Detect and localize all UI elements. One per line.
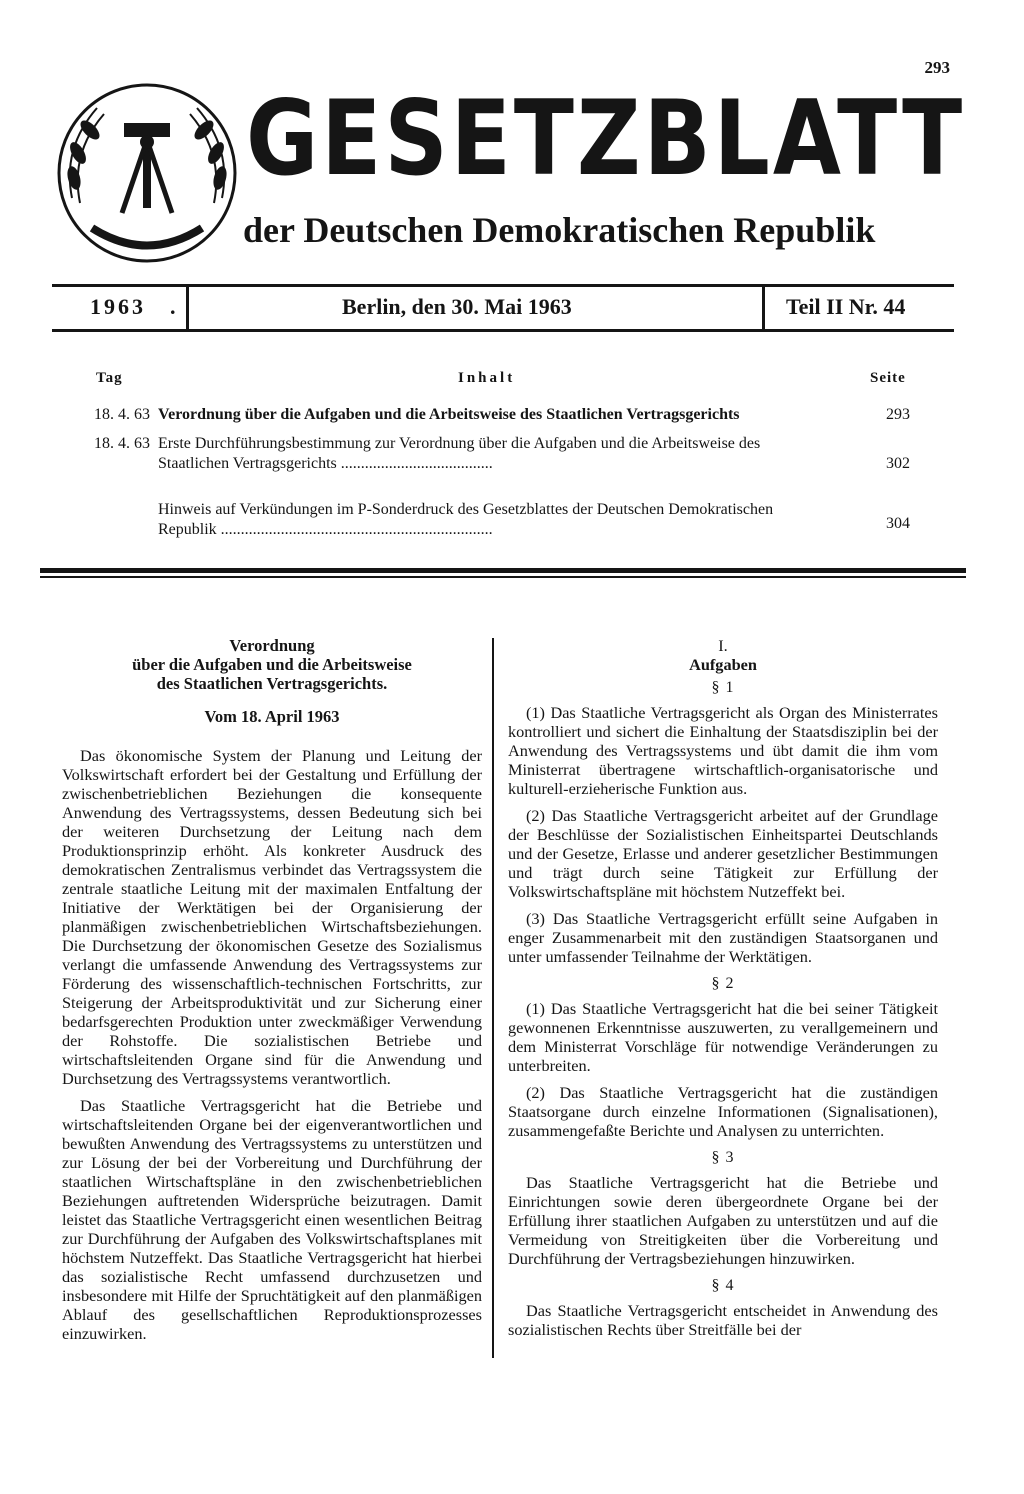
section-heading: § 2 <box>711 975 735 992</box>
decree-heading-line-1: Verordnung <box>229 636 315 655</box>
toc-entry-title: Hinweis auf Verkündungen im P-Sonderdruck des Gesetzblattes der Deutschen Demokratischen Republik .................................................................... <box>158 501 774 538</box>
preamble-paragraph: Das Staatliche Vertragsgericht hat die Betriebe und wirtschaftsleitenden Organe bei der eigenverantwortlichen und bewußten Anwendung des Vertragssystems zu unterstützen und zur Lösung der bei der Vorbereitung und Durchführung der staatlichen Wirtschaftspläne in den zwischenbetrieblichen Beziehungen auftretenden Widersprüche beizutragen. Damit leistet das Staatliche Vertragsgericht einen wesentlichen Beitrag zur Durchführung der Aufgaben des Volkswirtschaftsplanes mit höchstem Nutzeffekt. Das Staatliche Vertragsgericht hat hierbei das sozialistische Recht umfassend durchzusetzen und insbesondere mit Hilfe der Spruchtätigkeit auf den planmäßigen Ablauf des gesellschaftlichen Reproduktionsprozesses einzuwirken. <box>62 1096 482 1343</box>
toc-entry-date: 18. 4. 63 <box>94 406 150 423</box>
toc-rule-thin <box>40 576 966 578</box>
section-paragraph: Das Staatliche Vertragsgericht hat die Betriebe und Einrichtungen sowie deren übergeordnete Organe bei der Erfüllung ihrer staatlichen Aufgaben zu unterstützen und auf die Vermeidung von Streitigkeiten über die Vorbereitung und Durchführung der Vertragsbeziehungen hinzuwirken. <box>508 1173 938 1268</box>
toc-entry <box>80 405 940 427</box>
toc-entry-title: Erste Durchführungsbestimmung zur Verordnung über die Aufgaben und die Arbeitsweise des Staatlichen Vertragsgerichts ...................................... <box>158 435 761 472</box>
section-paragraph: (3) Das Staatliche Vertragsgericht erfüllt seine Aufgaben in enger Zusammenarbeit mit den zuständigen Staatsorganen und unter umfassender Teilnahme der Werktätigen. <box>508 909 938 966</box>
section-heading: § 4 <box>711 1277 735 1294</box>
section-paragraph: (2) Das Staatliche Vertragsgericht arbeitet auf der Grundlage der Beschlüsse der Sozialistischen Einheitspartei Deutschlands und der Gesetze, Erlasse und anderer gesetzlicher Bestimmungen und trägt durch seine Tätigkeit zur Erfüllung der Volkswirtschaftspläne mit höchstem Nutzeffekt bei. <box>508 806 938 901</box>
header-divider-right <box>762 287 765 329</box>
page-number: 293 <box>924 58 950 77</box>
masthead-title: GESETZBLATT <box>246 77 966 199</box>
preamble-paragraph: Das ökonomische System der Planung und Leitung der Volkswirtschaft erfordert bei der Gestaltung und Erfüllung der zwischenbetrieblichen Beziehungen die konsequente Anwendung des Vertragssystems, dessen Bedeutung sich bei der weiteren Durchsetzung der Leitung nach dem Produktionsprinzip erhöht. Als konkreter Ausdruck des demokratischen Zentralismus verbindet das Vertragssystem die zentrale staatliche Leitung mit der maximalen Entfaltung der Initiative der Werktätigen bei der Organisierung der planmäßigen zwischenbetrieblichen Wirtschaftsbeziehungen. Die Durchsetzung der ökonomischen Gesetze des Sozialismus verlangt die umfassende Anwendung des Vertragssystems zur Förderung des wissenschaftlich-technischen Fortschritts, zur Steigerung der Arbeitsproduktivität und zur Sicherung einer bedarfsgerechten Produktion unter zweckmäßiger Verwendung der Rohstoffe. Die sozialistischen Betriebe und wirtschaftsleitenden Organe sind für die Anwendung und Durchsetzung des Vertragssystems verantwortlich. <box>62 746 482 1088</box>
left-column <box>62 636 482 1351</box>
toc-entry-date: 18. 4. 63 <box>94 435 150 452</box>
header-divider-left <box>186 287 189 329</box>
gdr-state-emblem-icon <box>52 78 242 268</box>
issue-part-number: Teil II Nr. 44 <box>786 294 906 319</box>
section-paragraph: Das Staatliche Vertragsgericht entscheidet in Anwendung des sozialistischen Rechts über Streitfälle bei der <box>508 1301 938 1339</box>
issue-place-date: Berlin, den 30. Mai 1963 <box>342 294 572 319</box>
toc-entry-page: 304 <box>886 515 910 532</box>
issue-year: 1963 <box>90 294 146 319</box>
decree-date: Vom 18. April 1963 <box>204 707 340 726</box>
toc-entry <box>80 500 940 544</box>
masthead-subtitle: der Deutschen Demokratischen Republik <box>243 210 876 250</box>
section-heading: § 3 <box>711 1149 735 1166</box>
header-bottom-rule <box>52 329 954 332</box>
right-column <box>508 636 938 1347</box>
toc-entry-page: 302 <box>886 455 910 472</box>
column-divider <box>492 638 494 1358</box>
section-paragraph: (1) Das Staatliche Vertragsgericht hat die bei seiner Tätigkeit gewonnenen Erkenntnisse auszuwerten, zu verallgemeinern und dem Ministerrat Vorschläge für notwendige Veränderungen zu unterbreiten. <box>508 999 938 1075</box>
toc-entry-page: 293 <box>886 406 910 423</box>
toc-header-page: Seite <box>870 370 906 386</box>
decree-heading-line-2: über die Aufgaben und die Arbeitsweise <box>132 655 412 674</box>
decree-heading-line-3: des Staatlichen Vertragsgerichts. <box>156 674 388 693</box>
section-paragraph: (2) Das Staatliche Vertragsgericht hat die zuständigen Staatsorgane durch einzelne Informationen (Signalisationen), zusammengefaßte Berichte und Analysen zu unterrichten. <box>508 1083 938 1140</box>
toc-header-day: Tag <box>96 370 123 386</box>
toc-entry <box>80 434 940 478</box>
chapter-title: Aufgaben <box>689 655 757 674</box>
toc-rule-thick <box>40 568 966 573</box>
issue-year-dot: . <box>170 294 176 319</box>
toc-entry-title: Verordnung über die Aufgaben und die Arbeitsweise des Staatlichen Vertragsgerichts <box>158 406 740 423</box>
chapter-number: I. <box>718 636 728 655</box>
toc-header-content: Inhalt <box>458 370 516 386</box>
section-paragraph: (1) Das Staatliche Vertragsgericht als Organ des Ministerrates kontrolliert und sichert die Einhaltung der Staatsdisziplin bei der Anwendung des Vertragssystems und übt damit die ihm vom Ministerrat übertragene wirtschaftlich-organisatorische und kulturell-erzieherische Funktion aus. <box>508 703 938 798</box>
section-heading: § 1 <box>711 679 735 696</box>
